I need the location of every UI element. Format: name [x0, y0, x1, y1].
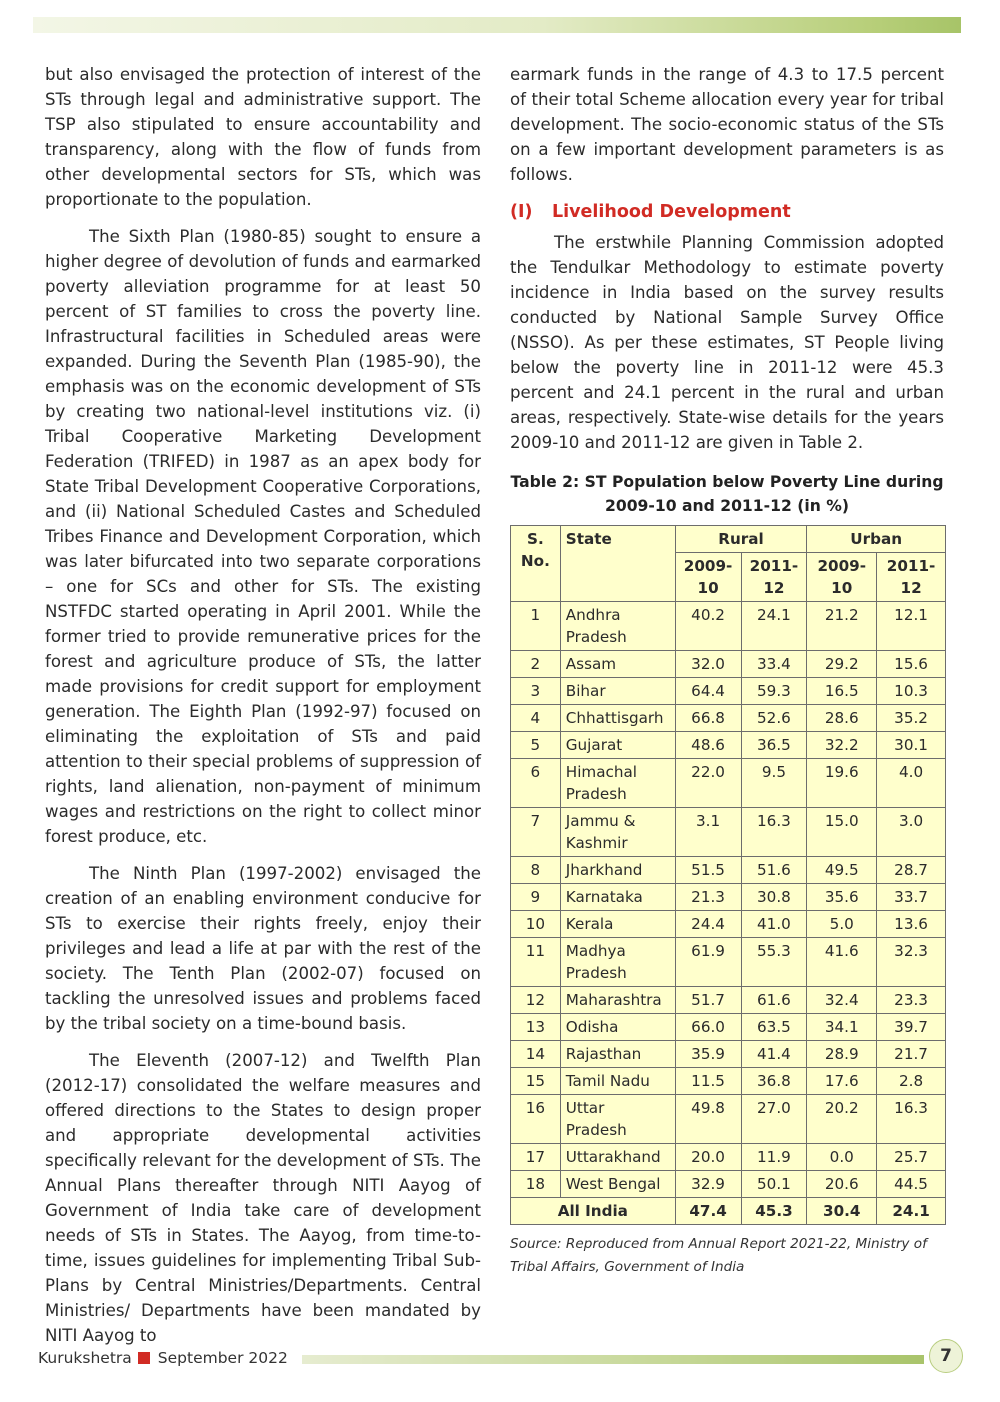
table-row [511, 732, 946, 759]
right-column [510, 62, 944, 1279]
cell-state: Karnataka [560, 884, 675, 911]
cell-rural-2011-12: 33.4 [741, 651, 807, 678]
cell-rural-2011-12: 51.6 [741, 857, 807, 884]
cell-rural-2011-12: 27.0 [741, 1095, 807, 1144]
cell-rural-2011-12: 50.1 [741, 1171, 807, 1198]
cell-sno: 9 [511, 884, 561, 911]
cell-urban-2009-10: 28.6 [807, 705, 877, 732]
cell-urban-2011-12: 2.8 [877, 1068, 946, 1095]
paragraph-earmark-funds: earmark funds in the range of 4.3 to 17.5 percent of their total Scheme allocation every year for tribal development. The socio-economic status of the STs on a few important development parameters is as follows. [510, 65, 944, 184]
table-row [511, 759, 946, 808]
cell-rural-2009-10: 35.9 [675, 1041, 741, 1068]
cell-rural-2009-10: 66.8 [675, 705, 741, 732]
header-rural-2011-12: 2011-12 [741, 553, 807, 602]
section-title: Livelihood Development [552, 202, 791, 222]
cell-sno: 13 [511, 1014, 561, 1041]
cell-total-rural-2011-12: 45.3 [741, 1198, 807, 1225]
paragraph-eleventh-plan: The Eleventh (2007-12) and Twelfth Plan (2012-17) consolidated the welfare measures and offered directions to the States to design proper and appropriate developmental activities specifically relevant for the development of STs. The Annual Plans thereafter through NITI Aayog of Government of India take care of development needs of STs in States. The Aayog, from time-to-time, issues guidelines for implementing Tribal Sub-Plans by Central Ministries/Departments. Central Ministries/ Departments have been mandated by NITI Aayog to [45, 1051, 481, 1345]
cell-rural-2011-12: 9.5 [741, 759, 807, 808]
section-heading [510, 202, 944, 222]
table-title-line2: 2009-10 and 2011-12 (in %) [605, 497, 849, 515]
header-state: State [560, 526, 675, 602]
cell-rural-2011-12: 11.9 [741, 1144, 807, 1171]
cell-sno: 16 [511, 1095, 561, 1144]
cell-urban-2009-10: 21.2 [807, 602, 877, 651]
table-row [511, 1095, 946, 1144]
cell-urban-2011-12: 10.3 [877, 678, 946, 705]
cell-urban-2011-12: 16.3 [877, 1095, 946, 1144]
cell-urban-2009-10: 0.0 [807, 1144, 877, 1171]
cell-state: Chhattisgarh [560, 705, 675, 732]
table-title [510, 470, 944, 518]
poverty-table [510, 525, 946, 1225]
cell-rural-2009-10: 32.9 [675, 1171, 741, 1198]
cell-rural-2009-10: 32.0 [675, 651, 741, 678]
table-row [511, 705, 946, 732]
table-row [511, 808, 946, 857]
cell-state: Bihar [560, 678, 675, 705]
cell-state: Andhra Pradesh [560, 602, 675, 651]
paragraph-ninth-plan: The Ninth Plan (1997-2002) envisaged the creation of an enabling environment conducive for STs to exercise their rights freely, enjoy their privileges and lead a life at par with the rest of the society. The Tenth Plan (2002-07) focused on tackling the unresolved issues and problems faced by the tribal society on a time-bound basis. [45, 864, 481, 1033]
cell-rural-2009-10: 24.4 [675, 911, 741, 938]
cell-sno: 5 [511, 732, 561, 759]
header-urban-2011-12: 2011-12 [877, 553, 946, 602]
cell-rural-2011-12: 41.0 [741, 911, 807, 938]
cell-urban-2009-10: 17.6 [807, 1068, 877, 1095]
magazine-name: Kurukshetra [38, 1349, 132, 1367]
header-rural-2009-10: 2009-10 [675, 553, 741, 602]
cell-sno: 6 [511, 759, 561, 808]
table-row [511, 602, 946, 651]
cell-rural-2011-12: 36.8 [741, 1068, 807, 1095]
table-row [511, 678, 946, 705]
cell-urban-2009-10: 49.5 [807, 857, 877, 884]
cell-rural-2009-10: 61.9 [675, 938, 741, 987]
cell-rural-2009-10: 11.5 [675, 1068, 741, 1095]
cell-urban-2011-12: 44.5 [877, 1171, 946, 1198]
cell-urban-2011-12: 13.6 [877, 911, 946, 938]
paragraph-livelihood: The erstwhile Planning Commission adopted the Tendulkar Methodology to estimate poverty incidence in India based on the survey results conducted by National Sample Survey Office (NSSO). As per these estimates, ST People living below the poverty line in 2011-12 were 45.3 percent and 24.1 percent in the rural and urban areas, respectively. State-wise details for the years 2009-10 and 2011-12 are given in Table 2. [510, 233, 944, 452]
cell-urban-2011-12: 30.1 [877, 732, 946, 759]
header-urban-2009-10: 2009-10 [807, 553, 877, 602]
cell-urban-2009-10: 29.2 [807, 651, 877, 678]
cell-rural-2009-10: 3.1 [675, 808, 741, 857]
cell-sno: 7 [511, 808, 561, 857]
cell-state: Madhya Pradesh [560, 938, 675, 987]
cell-state: Uttarakhand [560, 1144, 675, 1171]
cell-rural-2011-12: 30.8 [741, 884, 807, 911]
cell-rural-2011-12: 61.6 [741, 987, 807, 1014]
cell-urban-2011-12: 28.7 [877, 857, 946, 884]
cell-total-urban-2009-10: 30.4 [807, 1198, 877, 1225]
cell-rural-2011-12: 52.6 [741, 705, 807, 732]
cell-total-urban-2011-12: 24.1 [877, 1198, 946, 1225]
header-rural: Rural [675, 526, 807, 553]
cell-sno: 3 [511, 678, 561, 705]
cell-rural-2009-10: 64.4 [675, 678, 741, 705]
cell-rural-2011-12: 59.3 [741, 678, 807, 705]
cell-urban-2009-10: 32.4 [807, 987, 877, 1014]
section-number: (I) [510, 202, 533, 222]
cell-urban-2009-10: 41.6 [807, 938, 877, 987]
cell-urban-2009-10: 20.2 [807, 1095, 877, 1144]
cell-sno: 11 [511, 938, 561, 987]
cell-sno: 15 [511, 1068, 561, 1095]
cell-urban-2009-10: 20.6 [807, 1171, 877, 1198]
cell-urban-2011-12: 35.2 [877, 705, 946, 732]
cell-sno: 10 [511, 911, 561, 938]
table-row [511, 987, 946, 1014]
cell-urban-2011-12: 4.0 [877, 759, 946, 808]
left-column [45, 62, 481, 1348]
cell-state: Himachal Pradesh [560, 759, 675, 808]
cell-state: Uttar Pradesh [560, 1095, 675, 1144]
table-source: Source: Reproduced from Annual Report 2021-22, Ministry of Tribal Affairs, Government of India [510, 1236, 927, 1275]
cell-state: Tamil Nadu [560, 1068, 675, 1095]
red-square-icon [138, 1352, 150, 1364]
table-row [511, 1171, 946, 1198]
cell-urban-2011-12: 33.7 [877, 884, 946, 911]
paragraph-tsp: but also envisaged the protection of interest of the STs through legal and administrative support. The TSP also stipulated to ensure accountability and transparency, along with the flow of funds from other developmental sectors for STs, which was proportionate to the population. [45, 65, 481, 209]
cell-rural-2011-12: 55.3 [741, 938, 807, 987]
cell-sno: 4 [511, 705, 561, 732]
cell-state: Kerala [560, 911, 675, 938]
cell-sno: 17 [511, 1144, 561, 1171]
cell-urban-2011-12: 32.3 [877, 938, 946, 987]
cell-urban-2011-12: 23.3 [877, 987, 946, 1014]
table-row [511, 857, 946, 884]
table-total-row [511, 1198, 946, 1225]
cell-state: Jharkhand [560, 857, 675, 884]
cell-state: Assam [560, 651, 675, 678]
cell-urban-2011-12: 15.6 [877, 651, 946, 678]
cell-total-rural-2009-10: 47.4 [675, 1198, 741, 1225]
cell-urban-2009-10: 35.6 [807, 884, 877, 911]
table-row [511, 651, 946, 678]
cell-sno: 18 [511, 1171, 561, 1198]
cell-sno: 12 [511, 987, 561, 1014]
table-row [511, 1014, 946, 1041]
cell-rural-2011-12: 36.5 [741, 732, 807, 759]
footer-decorative-bar [302, 1355, 924, 1364]
cell-urban-2009-10: 5.0 [807, 911, 877, 938]
issue-date: September 2022 [157, 1349, 288, 1367]
table-row [511, 911, 946, 938]
cell-urban-2009-10: 19.6 [807, 759, 877, 808]
cell-rural-2009-10: 22.0 [675, 759, 741, 808]
header-sno: S. No. [511, 526, 561, 602]
cell-urban-2009-10: 15.0 [807, 808, 877, 857]
cell-urban-2011-12: 25.7 [877, 1144, 946, 1171]
cell-state: Odisha [560, 1014, 675, 1041]
table-row [511, 1041, 946, 1068]
cell-rural-2009-10: 20.0 [675, 1144, 741, 1171]
header-decorative-bar [33, 17, 961, 33]
cell-state: West Bengal [560, 1171, 675, 1198]
table-row [511, 884, 946, 911]
cell-sno: 2 [511, 651, 561, 678]
cell-sno: 14 [511, 1041, 561, 1068]
cell-all-india: All India [511, 1198, 676, 1225]
header-urban: Urban [807, 526, 946, 553]
cell-rural-2009-10: 66.0 [675, 1014, 741, 1041]
cell-state: Maharashtra [560, 987, 675, 1014]
cell-rural-2009-10: 48.6 [675, 732, 741, 759]
cell-urban-2009-10: 16.5 [807, 678, 877, 705]
cell-urban-2011-12: 3.0 [877, 808, 946, 857]
paragraph-sixth-plan: The Sixth Plan (1980-85) sought to ensure a higher degree of devolution of funds and earmarked poverty alleviation programme for at least 50 percent of ST families to cross the poverty line. Infrastructural facilities in Scheduled areas were expanded. During the Seventh Plan (1985-90), the emphasis was on the economic development of STs by creating two national-level institutions viz. (i) Tribal Cooperative Marketing Development Federation (TRIFED) in 1987 as an apex body for State Tribal Development Cooperative Corporations, and (ii) National Scheduled Castes and Scheduled Tribes Finance and Development Corporation, which was later bifurcated into two separate corporations – one for SCs and other for STs. The existing NSTFDC started operating in April 2001. While the former tried to provide remunerative prices for the forest and agriculture produce of STs, the latter made provisions for credit support for employment generation. The Eighth Plan (1992-97) focused on eliminating the exploitation of STs and paid attention to their special problems of suppression of rights, land alienation, non-payment of minimum wages and restrictions on the right to collect minor forest produce, etc. [45, 227, 481, 846]
cell-rural-2009-10: 51.7 [675, 987, 741, 1014]
cell-rural-2009-10: 21.3 [675, 884, 741, 911]
cell-state: Gujarat [560, 732, 675, 759]
cell-urban-2009-10: 32.2 [807, 732, 877, 759]
cell-urban-2011-12: 21.7 [877, 1041, 946, 1068]
table-row [511, 1068, 946, 1095]
page-number: 7 [929, 1339, 963, 1373]
cell-rural-2011-12: 24.1 [741, 602, 807, 651]
cell-rural-2009-10: 49.8 [675, 1095, 741, 1144]
cell-rural-2009-10: 51.5 [675, 857, 741, 884]
cell-rural-2011-12: 63.5 [741, 1014, 807, 1041]
cell-rural-2009-10: 40.2 [675, 602, 741, 651]
cell-rural-2011-12: 41.4 [741, 1041, 807, 1068]
cell-urban-2009-10: 28.9 [807, 1041, 877, 1068]
cell-urban-2011-12: 12.1 [877, 602, 946, 651]
cell-sno: 8 [511, 857, 561, 884]
table-title-line1: Table 2: ST Population below Poverty Line during [510, 473, 944, 491]
footer-label [38, 1349, 288, 1367]
table-row [511, 938, 946, 987]
cell-rural-2011-12: 16.3 [741, 808, 807, 857]
cell-urban-2011-12: 39.7 [877, 1014, 946, 1041]
cell-state: Jammu & Kashmir [560, 808, 675, 857]
cell-sno: 1 [511, 602, 561, 651]
table-row [511, 1144, 946, 1171]
cell-state: Rajasthan [560, 1041, 675, 1068]
cell-urban-2009-10: 34.1 [807, 1014, 877, 1041]
